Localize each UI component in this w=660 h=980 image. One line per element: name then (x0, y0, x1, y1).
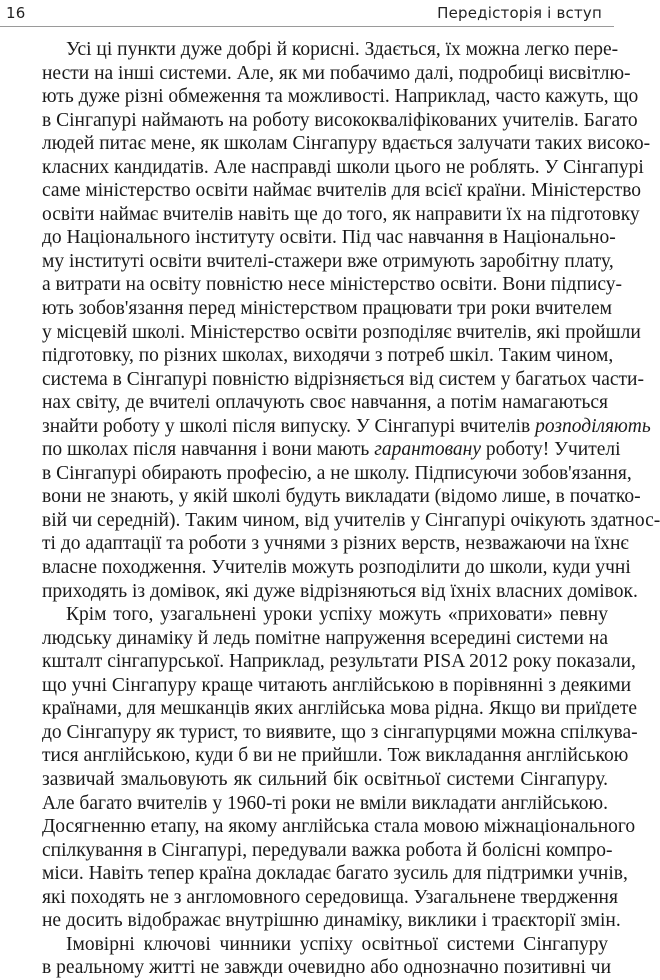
text-run: роботу! Учителі (481, 439, 621, 461)
text-line: що учні Сінгапуру краще читають англійською в порівнянні з деякими (42, 674, 632, 696)
text-line: людську динаміку й ледь помітне напруження всередині системи на (42, 627, 608, 649)
text-line: в Сінгапурі наймають на роботу висококваліфікованих учителів. Багато (42, 109, 638, 131)
text-line: не досить відображає внутрішню динаміку, виклики і траєкторії змін. (42, 910, 621, 932)
text-line: Крім того, узагальнені уроки успіху можуть «приховати» певну (66, 604, 608, 626)
text-line: саме міністерство освіти наймає вчителів для всієї країни. Міністерство (42, 180, 642, 202)
text-line: а витрати на освіту повністю несе міністерство освіти. Вони підпису- (42, 274, 622, 296)
body-text (42, 38, 660, 980)
text-line: нести на інші системи. Але, як ми побачимо далі, подробиці висвітлю- (42, 62, 631, 84)
text-line: приходять із домівок, які дуже відрізняються від їхніх власних домівок. (42, 580, 638, 602)
text-line: ють дуже різні обмеження та можливості. Наприклад, часто кажуть, що (42, 86, 639, 108)
page-number: 16 (6, 4, 26, 22)
text-line: людей питає мене, як школам Сінгапуру вдається залучати таких високо- (42, 133, 651, 155)
text-line: кшталт сінгапурської. Наприклад, результати PISA 2012 року показали, (42, 651, 636, 673)
page-header (0, 0, 614, 26)
text-line: нах світу, де вчителі оплачують своє навчання, а потім намагаються (42, 392, 608, 414)
text-line: країнами, для мешканців яких англійська мова рідна. Якщо ви приїдете (42, 698, 637, 720)
paragraph-3 (42, 933, 612, 980)
text-line: Імовірні ключові чинники успіху освітньої системи Сінгапуру (66, 933, 608, 955)
text-line: ють зобов'язання перед міністерством працювати три роки вчителем (42, 298, 612, 320)
text-line: в реальному житті не завжди очевидно або однозначно позитивні чи (42, 957, 612, 979)
text-run: по школах після навчання і вони мають (42, 439, 375, 461)
text-line: му інституті освіти вчителі-стажери вже отримують заробітну плату, (42, 250, 614, 272)
text-line: система в Сінгапурі повністю відрізняється від систем у багатьох части- (42, 368, 644, 390)
text-line: Але багато вчителів у 1960-ті роки не вміли викладати англійською. (42, 792, 608, 814)
text-line: вони не знають, у якій школі будуть викладати (відомо лише, в початко- (42, 486, 641, 508)
text-line-with-emphasis (42, 415, 651, 439)
text-run: знайти роботу у школі після випуску. У Сінгапурі вчителів (42, 415, 536, 437)
header-rule (0, 26, 614, 27)
emphasis-text: гарантовану (374, 439, 481, 461)
emphasis-text: розподіляють (535, 415, 651, 437)
text-line-with-emphasis (42, 438, 621, 462)
text-line: класних кандидатів. Але насправді школи цього не роблять. У Сінгапурі (42, 156, 644, 178)
text-line: міси. Навіть тепер країна докладає багато зусиль для підтримки учнів, (42, 863, 628, 885)
text-line: зазвичай змальовують як сильний бік освітньої системи Сінгапуру. (42, 768, 608, 790)
text-line: освіти наймає вчителів навіть ще до того, як направити їх на підготовку (42, 203, 640, 225)
paragraph-2 (42, 603, 638, 933)
text-line: Досягненню етапу, на якому англійська стала мовою міжнаціонального (42, 816, 636, 838)
text-line: Усі ці пункти дуже добрі й корисні. Здається, їх можна легко пере- (66, 39, 619, 60)
text-line: до Національного інституту освіти. Під час навчання в Національно- (42, 227, 616, 249)
text-line: підготовку, по різних школах, виходячи з потреб шкіл. Таким чином, (42, 345, 614, 367)
text-line: ті до адаптації та роботи з учнями з різних верств, незважаючи на їхнє (42, 533, 629, 555)
text-line: які походять не з англомовного середовища. Узагальнене твердження (42, 886, 618, 908)
paragraph-1 (42, 38, 660, 603)
text-line: в Сінгапурі обирають професію, а не школу. Підписуючи зобов'язання, (42, 462, 632, 484)
text-line: власне походження. Учителів можуть розподілити до школи, куди учні (42, 557, 631, 579)
text-line: вій чи середній). Таким чином, від учителів у Сінгапурі очікують здатнос- (42, 509, 660, 531)
text-line: тися англійською, куди б ви не прийшли. Тож викладання англійською (42, 745, 629, 767)
text-line: у місцевій школі. Міністерство освіти розподіляє вчителів, які пройшли (42, 321, 641, 343)
text-line: спілкування в Сінгапурі, передували важка робота й болісні компро- (42, 839, 613, 861)
running-title: Передісторія і вступ (437, 4, 602, 22)
text-line: до Сінгапуру як турист, то виявите, що з сінгапурцями можна спілкува- (42, 721, 638, 743)
